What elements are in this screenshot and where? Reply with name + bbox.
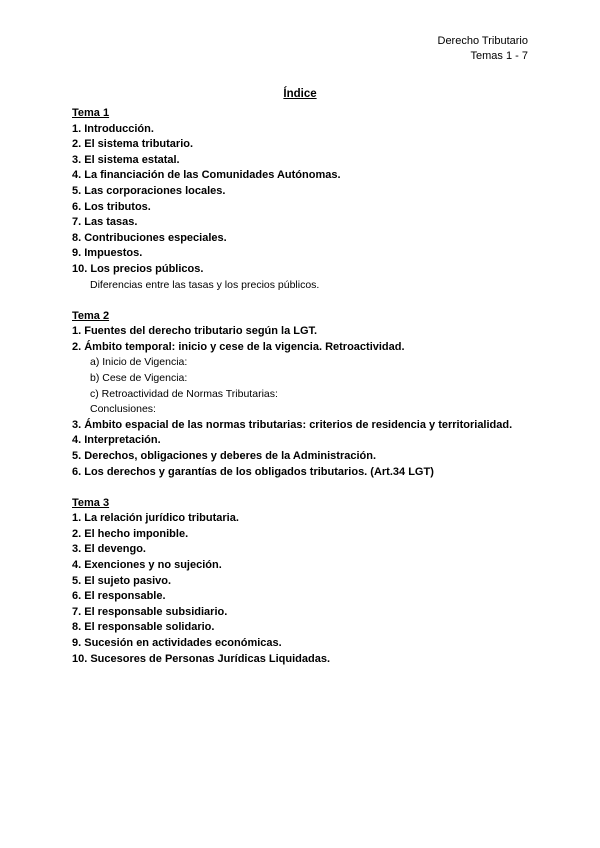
toc-entry: 6. El responsable. xyxy=(72,590,166,603)
index-title: Índice xyxy=(283,88,317,100)
toc-subentry: Conclusiones: xyxy=(90,403,156,416)
toc-entry: 9. Impuestos. xyxy=(72,247,143,260)
toc-entry: 8. Contribuciones especiales. xyxy=(72,231,227,244)
toc-entry: 10. Sucesores de Personas Jurídicas Liquidadas. xyxy=(72,652,331,665)
toc-entry: 1. Fuentes del derecho tributario según la LGT. xyxy=(72,325,318,338)
toc-subentry: Diferencias entre las tasas y los precios públicos. xyxy=(90,278,320,291)
toc-entry: 8. El responsable solidario. xyxy=(72,621,215,634)
toc-entry: 4. Exenciones y no sujeción. xyxy=(72,559,222,572)
section-heading: Tema 1 xyxy=(72,107,110,119)
toc-entry: 2. Ámbito temporal: inicio y cese de la vigencia. Retroactividad. xyxy=(72,340,405,353)
toc-entry: 3. Ámbito espacial de las normas tributarias: criterios de residencia y territorialidad. xyxy=(72,418,513,431)
section-heading: Tema 2 xyxy=(72,309,110,322)
section-heading: Tema 3 xyxy=(72,496,110,509)
toc-entry: 4. La financiación de las Comunidades Autónomas. xyxy=(72,169,341,182)
header-course-title: Derecho Tributario xyxy=(437,35,528,47)
toc-entry: 9. Sucesión en actividades económicas. xyxy=(72,637,282,649)
toc-section xyxy=(72,309,532,481)
toc-entry: 5. El sujeto pasivo. xyxy=(72,574,172,587)
toc-section xyxy=(72,106,532,293)
toc-entry: 1. La relación jurídico tributaria. xyxy=(72,512,239,525)
toc-entry: 7. Las tasas. xyxy=(72,216,138,229)
toc-subentry: a) Inicio de Vigencia: xyxy=(90,356,188,369)
toc-subentry: b) Cese de Vigencia: xyxy=(90,372,188,384)
toc-entry: 5. Derechos, obligaciones y deberes de la Administración. xyxy=(72,449,377,462)
toc-entry: 6. Los tributos. xyxy=(72,200,151,213)
table-of-contents xyxy=(72,106,532,683)
toc-entry: 4. Interpretación. xyxy=(72,434,161,447)
toc-entry: 7. El responsable subsidiario. xyxy=(72,605,228,618)
toc-entry: 2. El hecho imponible. xyxy=(72,527,189,540)
header-topics-range: Temas 1 - 7 xyxy=(470,50,528,62)
toc-entry: 3. El devengo. xyxy=(72,543,146,556)
toc-entry: 6. Los derechos y garantías de los obligados tributarios. (Art.34 LGT) xyxy=(72,465,434,478)
page-header xyxy=(438,34,529,64)
toc-entry: 3. El sistema estatal. xyxy=(72,153,180,166)
toc-section xyxy=(72,496,532,668)
toc-entry: 10. Los precios públicos. xyxy=(72,262,204,275)
toc-entry: 5. Las corporaciones locales. xyxy=(72,184,226,197)
toc-entry: 2. El sistema tributario. xyxy=(72,138,194,151)
toc-entry: 1. Introducción. xyxy=(72,122,154,135)
toc-subentry: c) Retroactividad de Normas Tributarias: xyxy=(90,387,278,400)
